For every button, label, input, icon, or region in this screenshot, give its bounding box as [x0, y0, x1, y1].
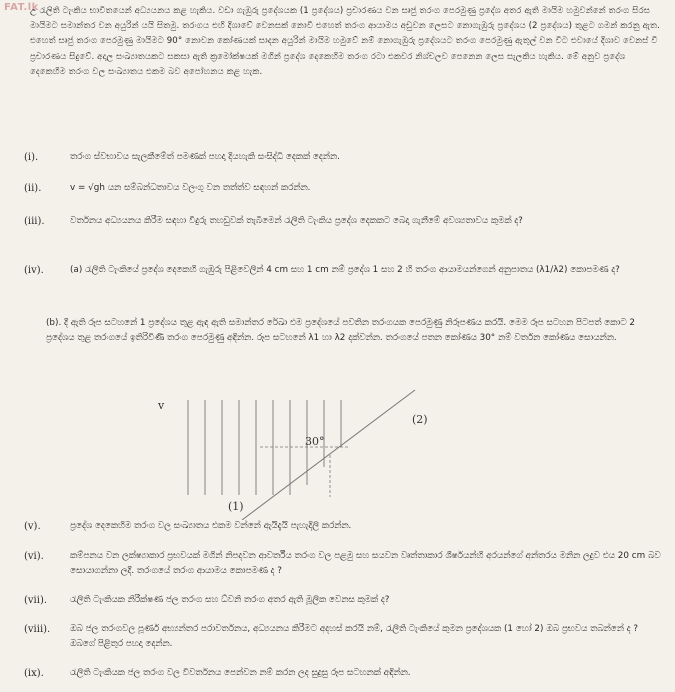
- boundary-line: [242, 390, 415, 520]
- region1-label: (1): [228, 500, 244, 513]
- wavefront-figure: [150, 385, 450, 520]
- question-text: ප්‍රදේශ දෙකෙහිම තරංග වල සංඛ්‍යාතය එකම වන්නේ ඇයිදැයි පැහැදිලි කරන්න.: [70, 521, 352, 531]
- question-number: (ix).: [24, 668, 44, 679]
- question-text: රැලිති ටැංකියක නිරීක්ෂණ ජල තරංග සහ ධ්වනි තරංග අතර ඇති මූලික වෙනස කුමක් ද?: [70, 595, 390, 605]
- question-number: (iii).: [24, 216, 45, 227]
- question-text: v = √gh යන සම්බන්ධතාවය වලංගු වන තත්ත්ව සඳහන් කරන්න.: [70, 183, 311, 193]
- question-text: රැලිති ටැංකියක ජල තරංග වල විවර්තනය පෙන්වන නම් කරන ලද සුදුසු රූප සටහනක් අඳින්න.: [70, 668, 411, 678]
- watermark-logo: FAT.lk: [4, 2, 39, 13]
- question-text: වර්තනය අධ්‍යයනය කිරීම සඳහා වීදුරු තහඩුවක් තැබීමෙන් රැලිති ටැංකිය ප්‍රදේශ දෙකකට බෙදා ගැනීමේ අවශ්‍යතාවය කුමක් ද?: [70, 216, 523, 226]
- question-number: (vii).: [24, 595, 48, 606]
- question-text: ඔබ ජල තරංගවල පූර්ණ අභ්‍යන්තර පරාවර්තනය, අධ්‍යයනය කිරීමට අදහස් කරයි නම්, රැලිති ටැංකියේ කුමන ප්‍රදේශයක (1 හෝ 2) ඔබ ප්‍රභවය තබන්නේ ද ? ඔබගේ පිළිතුර පහදා දෙන්න.: [70, 624, 639, 649]
- question-text: කම්පනය වන ලක්ෂ්‍යාකාර ප්‍රභවයක් මගින් නිපදවන ආවර්තීය තරංග වල පළමු සහ සයවන වෘත්තාකාර ශීර්ෂයන්හි අරයන්ගේ අන්තරය මනින ලදුව එය 20 cm බව සොයාගන්නා ලදී. තරංගයේ තරංග ආයාමය කොපමණ ද ?: [70, 551, 661, 576]
- question-number: (viii).: [24, 624, 51, 635]
- question-number: (v).: [24, 521, 41, 532]
- velocity-label: v: [158, 399, 165, 412]
- question-text: (a) රැලිති ටැංකියේ ප්‍රදේශ දෙකෙහි ගැඹුරු පිළිවෙලින් 4 cm සහ 1 cm නම් ප්‍රදේශ 1 සහ 2 හි තරංග ආයාමයන්ගෙන් අනුපාතය (λ1/λ2) කොපමණ ද?: [70, 265, 620, 275]
- question-number: (vi).: [24, 551, 44, 562]
- question-number: (i).: [24, 152, 39, 163]
- question-text: තරංග ස්වභාවය සැලකීමේත් පමණක් පහදා දියහැකි සංසිද්ධි දෙකක් දෙන්න.: [70, 152, 340, 162]
- angle-label: 30°: [305, 435, 325, 448]
- question-iv-b: (b). දී ඇති රූප සටහනේ 1 ප්‍රදේශය තුළ ඇඳ ඇති සමාන්තර රේඛා එම ප්‍රදේශයේ පවතින තරංගයක පෙරමුණු නිරූපණය කරයි. මෙම රූප සටහන පිටපත් කොට 2 ප්‍රදේශය තුළ තරංගයේ ඉතිරිවිණි තරංග පෙරමුණු අඳින්න. රූප සටහනේ λ1 හා λ2 දක්වන්න. තරංගයේ පතන කෝණය 30° නම් වර්තන කෝණය සොයන්න.: [46, 318, 635, 343]
- intro-paragraph: උ රැලිති ටැංකිය භාවිතයෙන් අධ්‍යයනය කළ හැකිය. වඩා ගැඹුරු ප්‍රදේශයක (1 ප්‍රදේශය) ප්‍රචාරණය වන සෘජු තරංග පෙරමුණු ප්‍රදේශ අතර ඇති මායිම හමුවන්නේ තරංග සිරස මායිමට සමාන්තර වන අයුරින් යයි සිතමු. තරංගය එහි දිශාවේ වෙනසක් නොවී එහෙත් තරංග ආයාමය අඩුවන ලෙසට නොගැඹුරු ප්‍රදේශය (2 ප්‍රදේශය) තුළට ගමන් කරනු ඇත. එහෙත් සෘජු තරංග පෙරමුණු මායිමට 90° නොවන කෝණයක් සාදන අයුරින් මායිම හමුවේ නම් නොගැඹුරු ප්‍රදේශයට තරංග පෙරමුණු ඇතුල් වන විට එවායේ දිශාව වෙනස් වී ප්‍රචාරණය සිදුවේ. අදාල සංඛ්‍යාතයකට සකසා ඇති ක්‍රමෝක්ෂයක් මගින් ප්‍රදේශ දෙකෙහිම තරංග රටා එකවර නිශ්චලව පෙනෙන ලෙස සැලකිය හැකිය. මේ අනුව ප්‍රදේශ දෙකෙහිම තරංග වල සංඛ්‍යාතය එකම බව අපෝහනය කළ හැක.: [30, 6, 660, 77]
- region2-label: (2): [412, 413, 428, 426]
- question-number: (iv).: [24, 265, 44, 276]
- question-number: (ii).: [24, 183, 42, 194]
